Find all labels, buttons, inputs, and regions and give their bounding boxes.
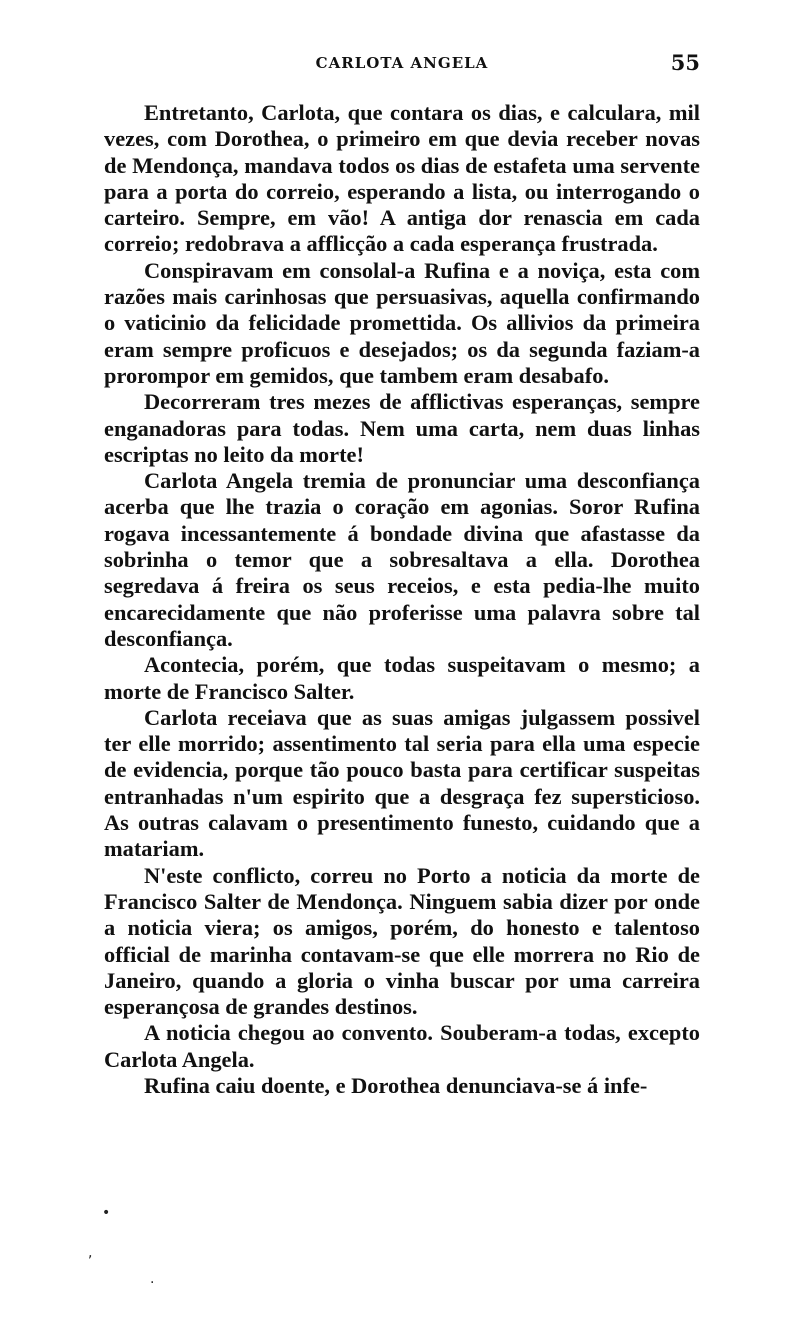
paragraph: Rufina caiu doente, e Dorothea denunciava-se á infe- <box>144 1072 648 1098</box>
paragraph: Decorreram tres mezes de afflictivas esperanças, sempre enganadoras para todas. Nem uma carta, nem duas linhas escriptas no leito da morte! <box>104 389 700 467</box>
paragraph: Conspiravam em consolal-a Rufina e a noviça, esta com razões mais carinhosas que persuasivas, aquella confirmando o vaticinio da felicidade promettida. Os allivios da primeira eram sempre proficuos e desejados; os da segunda faziam-a prorompor em gemidos, que tambem eram desabafo. <box>104 257 700 388</box>
paragraph: A noticia chegou ao convento. Souberam-a todas, excepto Carlota Angela. <box>104 1020 700 1072</box>
paragraph: Acontecia, porém, que todas suspeitavam o mesmo; a morte de Francisco Salter. <box>104 652 700 704</box>
running-head <box>104 40 700 80</box>
paragraph: Carlota Angela tremia de pronunciar uma desconfiança acerba que lhe trazia o coração em agonias. Soror Rufina rogava incessantemente á bondade divina que afastasse da sobrinha o temor que a sobresaltava a ella. Dorothea segredava á freira os seus receios, e esta pedia-lhe muito encarecidamente que não proferisse uma palavra sobre tal desconfiança. <box>104 468 700 651</box>
paragraph: Carlota receiava que as suas amigas julgassem possivel ter elle morrido; assentimento tal seria para ella uma especie de evidencia, porque tão pouco basta para certificar suspeitas entranhadas n'um espirito que a desgraça fez supersticioso. As outras calavam o presentimento funesto, cuidando que a matariam. <box>104 704 700 862</box>
scan-speck: , <box>88 1245 93 1261</box>
scan-speck: • <box>102 1205 111 1221</box>
page-number: 55 <box>670 50 700 75</box>
paragraph: N'este conflicto, correu no Porto a noticia da morte de Francisco Salter de Mendonça. Ninguem sabia dizer por onde a noticia viera; os amigos, porém, do honesto e talentoso official de marinha contavam-se que elle morrera no Rio de Janeiro, quando a gloria o vinha buscar por uma carreira esperançosa de grandes destinos. <box>104 862 700 1020</box>
paragraph: Entretanto, Carlota, que contara os dias, e calculara, mil vezes, com Dorothea, o primeiro em que devia receber novas de Mendonça, mandava todos os dias de estafeta uma servente para a porta do correio, esperando a lista, ou interrogando o carteiro. Sempre, em vão! A antiga dor renascia em cada correio; redobrava a afflicção a cada esperança frustrada. <box>104 100 700 257</box>
book-page <box>104 40 700 1099</box>
scan-speck: · <box>150 1275 155 1291</box>
running-title: CARLOTA ANGELA <box>315 54 489 72</box>
body-text <box>104 100 700 1099</box>
